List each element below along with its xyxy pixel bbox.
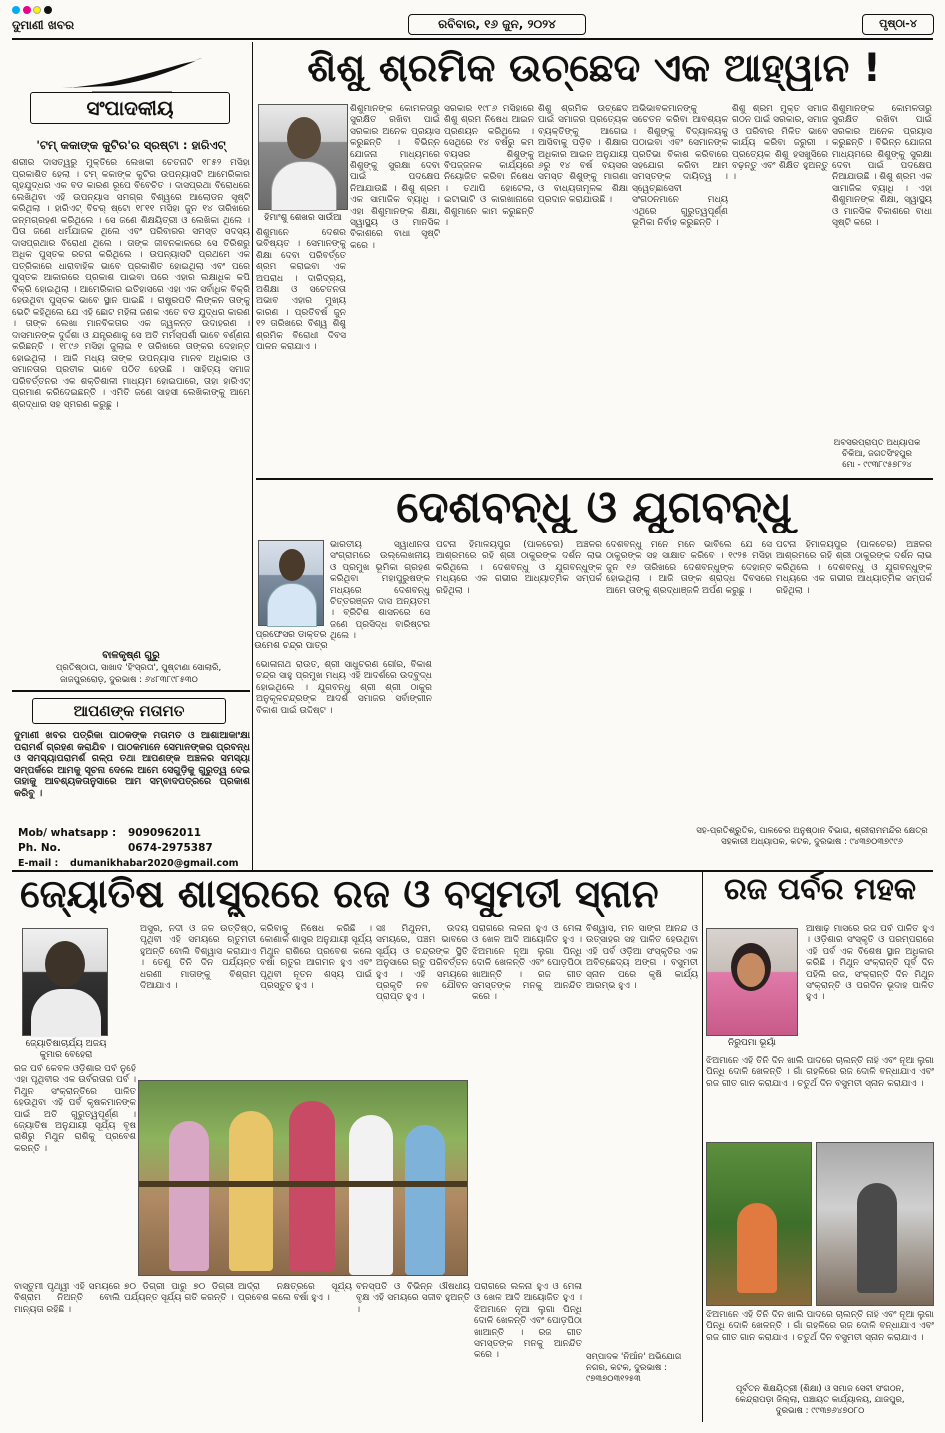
opinion-title-box [32,698,226,724]
article3-col5: ବିଶ୍ୱାସ, ମନ ସାଙ୍ଗ ଆନନ୍ଦ ଓ ଉତ୍ସାହର ସହ ପାଳିତ ହେଉଥିବା ଏହି ପର୍ବ ଓଡ଼ିଆ ସଂସ୍କୃତିର ଏକ ଅବିଚ୍ଛେଦ୍ୟ ଅଙ୍ଗ । ବସୁମତୀ ସ୍ନାନ ପରେ କୃଷି କାର୍ଯ୍ୟ ଆରମ୍ଭ ହୁଏ । [586,924,698,992]
article3-lead: ରଜ ପର୍ବ କେବଳ ଓଡ଼ିଶାର ପର୍ବ ନୁହେଁ ଏହା ପୃଥିବୀର ଏକ ଉର୍ବରତାର ପର୍ବ । ମିଥୁନ ସଂକ୍ରାନ୍ତିରେ ପାଳିତ ହେଉଥିବା ଏହି ପର୍ବ କୃଷକମାନଙ୍କ ପାଇଁ ଅତି ଗୁରୁତ୍ୱପୂର୍ଣ୍ଣ । ଜ୍ୟୋତିଷ ଅନୁଯାୟୀ ସୂର୍ଯ୍ୟ ବୃଷ ରାଶିରୁ ମିଥୁନ ରାଶିକୁ ପ୍ରବେଶ କରନ୍ତି । [14,1064,136,1154]
article3-footer1: ସମ୍ପାଦକ 'ନିଆଁନ' ଅଭିଯୋଗ [586,1352,682,1362]
editorial-section [12,42,250,662]
email-label: E-mail : [18,858,59,869]
article3-col1: ଅସୁର, ନଦୀ ଓ ଜଳ ଉତ୍ତିଷ୍ଠ, ପୃଥିବୀ ଏହି ସମୟରେ ଋତୁମତୀ ହୁଅନ୍ତି ବୋଲି ବିଶ୍ୱାସ କରାଯାଏ । ତେଣୁ ତିନି ଦିନ ପର୍ଯ୍ୟନ୍ତ ଧରଣୀ ମାତାଙ୍କୁ ବିଶ୍ରାମ ଦିଆଯାଏ । [140,924,256,992]
article1-title: ଶିଶୁ ଶ୍ରମିକ ଉଚ୍ଛେଦ ଏକ ଆହ୍ୱାନ ! [307,46,881,91]
opinion-body: ଦୁମାଣୀ ଖବର ପତ୍ରିକା ପାଠକଙ୍କ ମତାମତ ଓ ଆଶାଆକାଂକ୍ଷା ପରାମର୍ଶ ଗ୍ରହଣ କରାଯିବ । ପାଠକମାନେ ସେମାନଙ୍କର ପ୍ରବନ୍ଧ ଓ ସମସ୍ୟାପରାମର୍ଶ ଗଳ୍ପ ତଥା ଆପଣଙ୍କ ଅଞ୍ଚଳର ସମସ୍ୟା ସମ୍ପର୍କରେ ଆମକୁ ସୂଚନା ଦେଲେ ଆମେ ସେଗୁଡ଼ିକୁ ଗୁରୁତ୍ୱ ଦେଇ ତାହାକୁ ଆବଶ୍ୟକତାନୁସାରେ ଆମ ସମ୍ବାଦପତ୍ରରେ ପ୍ରକାଶ କରିବୁ । [14,730,250,799]
article2-col2: ପଟନା ହିମାଳୟପୁର (ପାଳଚେର) ଅଞ୍ଚଳର ଆଶ୍ରମରେ ରହି ଶ୍ରୀ ଠାକୁରଙ୍କ ଦର୍ଶନ ଲାଭ କରିଥିଲେ । ଦେଶବନ୍ଧୁ ଓ ଯୁଗବନ୍ଧୁଙ୍କ ମଧ୍ୟରେ ଏକ ଗଭୀର ଆଧ୍ୟାତ୍ମିକ ସମ୍ପର୍କ ରହିଥିଲା । [436,540,602,596]
article4-author1: ପୂର୍ବତନ ଶିକ୍ଷୟିତ୍ରୀ (ଶିକ୍ଷା) ଓ ସମାଜ ସେବୀ ସଂଗଠନ, [735,1384,905,1394]
portrait-face [737,953,765,987]
page-box [862,14,934,35]
article3-col3: ସଃ ମିଥୁନମ, ଉଦୟ ସମୟରେ, ପଞ୍ଚମ ଭାବରେ ସୂର୍ଯ୍ୟ ଓ ଚନ୍ଦ୍ରଙ୍କ ସ୍ଥିତି ଅନୁସାରେ ଋତୁ ପରିବର୍ତ୍ତନ ହୁଏ । ଏହି ସମୟରେ ପ୍ରକୃତି ନବ ଯୌବନ ପ୍ରାପ୍ତ ହୁଏ । [376,924,468,1003]
email-row [18,856,250,871]
paper-name: ଦୁମାଣୀ ଖବର [12,18,75,32]
editorial-addr1: ପ୍ରତିଷ୍ଠାତା, ସାଖାଦ 'ହିଂସ୍ରତା', ପୁଷ୍ଟାଣା ସୋଲାରି, [56,663,222,673]
masthead [0,0,945,40]
editorial-banner-text: ସଂପାଦକୀୟ [86,96,174,120]
portrait-head [279,549,305,581]
article1-author [820,438,934,471]
article1-col6: ଶିଶୁ ଶ୍ରମ ମୁକ୍ତ ସମାଜ ଗଠନ ପାଇଁ ସରକାର, ସମାଜ ଓ ପରିବାର ମିଳିତ ଭାବେ କାର୍ଯ୍ୟ କରିବା ଜରୁରୀ । ପ୍ରତ୍ୟେକ ଶିଶୁ ହସଖୁସିରେ ବଢ଼ନ୍ତୁ ଏବଂ ଶିକ୍ଷିତ ହୁଅନ୍ତୁ । [732,104,828,183]
article2-author2: ସହକାରୀ ଅଧ୍ୟାପକ, କଟକ, ଦୁରଭାଷ : ୯୪୩୭୦୩୭୯୯୬ [721,837,903,847]
article1-col4: ଶିଶୁ ଶ୍ରମିକ ଉଚ୍ଛେଦ ପାଇଁ ସମାଜର ପ୍ରତ୍ୟେକ ବ୍ୟକ୍ତିଙ୍କୁ ଆଗେଇ ଆସିବାକୁ ପଡ଼ିବ । ଶିକ୍ଷାର ଅଧିକାର ଆଇନ ଅନୁଯାୟୀ ୬ରୁ ୧୪ ବର୍ଷ ବୟସର ସମସ୍ତ ଶିଶୁଙ୍କୁ ମାଗଣା ଓ ବାଧ୍ୟତାମୂଳକ ଶିକ୍ଷା ପ୍ରଦାନ କରାଯାଉଛି । [538,104,628,206]
mobile-label: Mob/ whatsapp : [18,827,117,839]
article3-colE: ପରାଗରେ ଲଳନା ହୁଏ ଓ ମେଳା ଓ ଖେଳ ଆଦି ଆୟୋଜିତ ହୁଏ । ଝିଅମାନେ ନୂଆ ଲୁଗା ପିନ୍ଧି ଦୋଳି ଖେଳନ୍ତି ଏବଂ ପୋଡ଼ପିଠା ଖାଆନ୍ତି । ରଜ ଗୀତ ସମସ୍ତଙ୍କ ମନକୁ ଆନନ୍ଦିତ କରେ । [474,1282,582,1361]
mobile-row [18,826,250,841]
date-box [408,14,586,35]
swing-photo-1 [706,1142,812,1306]
article1-col1: ଶିଶୁମାନଙ୍କ କୋମଳତାରୁ ସୁରକ୍ଷିତ ରଖିବା ପାଇଁ ସରକାର ଅନେକ ପ୍ରୟାସ କରୁଛନ୍ତି । ବିଭିନ୍ନ ଯୋଜନା ମାଧ୍ୟମରେ ଶିଶୁଙ୍କୁ ସୁରକ୍ଷା ଦେବା ପାଇଁ ପଦକ୍ଷେପ ନିଆଯାଉଛି । ଶିଶୁ ଶ୍ରମ ଏକ ସାମାଜିକ ବ୍ୟାଧି । ଏହା ଶିଶୁମାନଙ୍କ ଶିକ୍ଷା, ସ୍ୱାସ୍ଥ୍ୟ ଓ ମାନସିକ ବିକାଶରେ ବାଧା ସୃଷ୍ଟି କରେ । [350,104,440,251]
article4-author [706,1384,934,1417]
article2-col1: ଭାରତୀୟ ସ୍ୱାଧୀନତା ସଂଗ୍ରାମରେ ଉଲ୍ଲେଖନୀୟ ଓ ପ୍ରମୁଖ ଭୂମିକା ଗ୍ରହଣ କରିଥିବା ମହାପୁରୁଷଙ୍କ ମଧ୍ୟରେ ଦେଶବନ୍ଧୁ ଚିତ୍ତରଞ୍ଜନ ଦାସ ଅନ୍ୟତମ । ବ୍ରିଟିଶ ଶାସନରେ ସେ ଜଣେ ପ୍ରସିଦ୍ଧ ବାରିଷ୍ଟର ଥିଲେ । [330,540,430,642]
article1-col5: ଅଭିଭାବକମାନଙ୍କୁ ସଚେତନ କରିବା ଆବଶ୍ୟକ । ଶିଶୁଙ୍କୁ ବିଦ୍ୟାଳୟକୁ ପଠାଇବା ଏବଂ ସେମାନଙ୍କ ପ୍ରତିଭା ବିକାଶ କରିବାରେ ସହଯୋଗ କରିବା ଆମ ସମସ୍ତଙ୍କ ଦାୟିତ୍ୱ । ସ୍ୱେଚ୍ଛାସେବୀ ସଂଗଠନମାନେ ମଧ୍ୟ ଏଥିରେ ଗୁରୁତ୍ୱପୂର୍ଣ୍ଣ ଭୂମିକା ନିର୍ବାହ କରୁଛନ୍ତି । [632,104,728,229]
article3-colB: ୭୦ ଡିଗ୍ରୀ ପାରୁ ୭୦ ଡିଗ୍ରୀ ପର୍ଯ୍ୟନ୍ତ ସୂର୍ଯ୍ୟ ଗତି କରନ୍ତି । [124,1282,234,1304]
girl-figure [229,1111,273,1271]
article3-title: ଜ୍ୟୋତିଷ ଶାସ୍ତ୍ରରେ ରଜ ଓ ବସୁମତୀ ସ୍ନାନ [20,872,659,917]
article3-photo [22,928,108,1036]
article2-col4: ପଟନା ହିମାଳୟପୁର (ପାଳଚେର) ଅଞ୍ଚଳର ଆଶ୍ରମରେ ରହି ଶ୍ରୀ ଠାକୁରଙ୍କ ଦର୍ଶନ ଲାଭ କରିଥିଲେ । ଦେଶବନ୍ଧୁ ଓ ଯୁଗବନ୍ଧୁଙ୍କ ମଧ୍ୟରେ ଏକ ଗଭୀର ଆଧ୍ୟାତ୍ମିକ ସମ୍ପର୍କ ରହିଥିଲା । [776,540,932,596]
article1-author-line2: ଚିକିଆ, ଜଗତସିଂହପୁର [842,449,912,459]
swing-rope [139,1181,468,1187]
article1-rule [256,478,933,480]
phone-row [18,841,250,856]
portrait-shawl [31,989,101,1037]
article4-author3: ଦୁରଭାଷ : ୯୯୩୭୬୪୭୦୮୦ [775,1406,865,1416]
article3-colA: ବାସ୍ତୁମୀ ପୃଥ୍ୱୀ ଏହି ସମୟରେ ବିଶ୍ରାମ ନିଅନ୍ତି ବୋଲି ମାନ୍ୟତା ରହିଛି । [14,1282,120,1315]
article1-photo-caption: ହିମାଂଶୁ ଶେଖର ସାଉଁଆ [264,213,342,223]
article1-col7: ଶିଶୁମାନଙ୍କ କୋମଳତାରୁ ସୁରକ୍ଷିତ ରଖିବା ପାଇଁ ସରକାର ଅନେକ ପ୍ରୟାସ କରୁଛନ୍ତି । ବିଭିନ୍ନ ଯୋଜନା ମାଧ୍ୟମରେ ଶିଶୁଙ୍କୁ ସୁରକ୍ଷା ଦେବା ପାଇଁ ପଦକ୍ଷେପ ନିଆଯାଉଛି । ଶିଶୁ ଶ୍ରମ ଏକ ସାମାଜିକ ବ୍ୟାଧି । ଏହା ଶିଶୁମାନଙ୍କ ଶିକ୍ଷା, ସ୍ୱାସ୍ଥ୍ୟ ଓ ମାନସିକ ବିକାଶରେ ବାଧା ସୃଷ୍ଟି କରେ । [832,104,932,229]
portrait-body [267,583,317,627]
phone-label: Ph. No. [18,842,61,854]
right-column-rule [702,872,703,1422]
editorial-addr2: ଜାଜପୁରରୋଡ଼, ଦୁରଭାଷ : ୬୪୮୩୮୯୮୫୩୦ [60,675,198,685]
article3-footer2: ନଗର, କଟକ, ଦୁରଭାଷ : [586,1363,667,1373]
article1-col3: ସରକାର ୧୯୮୬ ମସିହାରେ ଶିଶୁ ଶ୍ରମ ନିଷେଧ ଆଇନ ପ୍ରଣୟନ କରିଥିଲେ । ସେଥିରେ ୧୪ ବର୍ଷରୁ କମ ବୟସର ଶିଶୁଙ୍କୁ ବିପଜ୍ଜନକ କାର୍ଯ୍ୟରେ ନିୟୋଜିତ କରିବା ନିଷେଧ । ତଥାପି ହୋଟେଲ, ଇଟାଭାଟି ଓ କାରଖାନାରେ ଶିଶୁମାନେ କାମ କରୁଛନ୍ତି । [444,104,534,229]
article2-author [690,826,934,848]
swing-photo-2 [816,1142,934,1306]
swing-girl [857,1183,897,1293]
article3-col2: କରିବାକୁ ନିଷେଧ କରିଛି । କୋଣାର୍କ ଶାସ୍ତ୍ର ଅନୁଯାୟୀ ସୂର୍ଯ୍ୟ ମିଥୁନ ରାଶିରେ ପ୍ରବେଶ କଲେ ବର୍ଷା ଋତୁର ଆଗମନ ହୁଏ ଏବଂ ପୃଥିବୀ ନୂତନ ଶସ୍ୟ ପାଇଁ ପ୍ରସ୍ତୁତ ହୁଏ । [260,924,372,992]
portrait-body [271,161,337,211]
raja-swing-photo [138,1080,468,1276]
email-address[interactable]: dumanikhabar2020@gmail.com [70,858,239,869]
article1-col2: ଶିଶୁମାନେ ଦେଶର ଭବିଷ୍ୟତ । ସେମାନଙ୍କୁ ଶିକ୍ଷା ଦେବା ପରିବର୍ତ୍ତେ ଶ୍ରମ କରାଇବା ଏକ ଅପରାଧ । ଦାରିଦ୍ର୍ୟ, ଅଶିକ୍ଷା ଓ ସଚେତନତା ଅଭାବ ଏହାର ମୁଖ୍ୟ କାରଣ । ପ୍ରତିବର୍ଷ ଜୁନ ୧୨ ତାରିଖରେ ବିଶ୍ୱ ଶିଶୁ ଶ୍ରମିକ ବିରୋଧୀ ଦିବସ ପାଳନ କରାଯାଏ । [256,228,346,353]
article4-col1: ଆଷାଢ଼ ମାସରେ ରଜ ପର୍ବ ପାଳିତ ହୁଏ । ଓଡ଼ିଶାର ସଂସ୍କୃତି ଓ ପରମ୍ପରାରେ ଏହି ପର୍ବ ଏକ ବିଶେଷ ସ୍ଥାନ ଅଧିକାର କରିଛି । ମିଥୁନ ସଂକ୍ରାନ୍ତି ପୂର୍ବ ଦିନ ପହିଲି ରଜ, ସଂକ୍ରାନ୍ତି ଦିନ ମିଥୁନ ସଂକ୍ରାନ୍ତି ଓ ପରଦିନ ଭୂଦାହ ପାଳିତ ହୁଏ । [806,924,934,1003]
article3-colD: ବନସ୍ପତି ଓ ବିଭିନ୍ନ ଔଷଧୀୟ ବୃକ୍ଷ ଏହି ସମୟରେ ସଜୀବ ହୁଅନ୍ତି । [356,1282,470,1315]
opinion-title: ଆପଣଙ୍କ ମତାମତ [73,702,185,720]
quill-pen-icon [52,54,212,94]
article4-photo [706,928,798,1036]
article2-author1: ସହ-ପ୍ରତିଶ୍ରୁତିକ, ପାଳଚେର ଅନୁଷ୍ଠାନ ବିଭାଗ, ଶ୍ରୀରାମମନ୍ଦିର କ୍ଷେତ୍ର [696,826,928,836]
article3-footer3: ୯୭୩୭୦୩୧୨୫୩ [586,1374,641,1384]
girl-figure [349,1115,393,1275]
article3-photo-caption2: କୁମାର ବେହେରା [39,1050,93,1060]
article4-author2: କେନ୍ଦ୍ରାପଡ଼ା ଜିଲ୍ଲା, ପଞ୍ଚାୟତ କାର୍ଯ୍ୟାଳୟ, ଯାଜପୁର, [735,1395,905,1405]
swing-girl [737,1203,777,1293]
dk-logo [12,6,72,16]
editorial-banner [30,92,230,124]
portrait-head [45,941,85,987]
girl-figure [405,1125,445,1275]
masthead-rule [12,38,933,40]
opinion-contact [18,826,250,871]
article4-photo-caption: ନିରୁପମା ଭୂୟାଁ [728,1038,776,1048]
editorial-rule [12,690,250,692]
article3-photo-caption1: ଜ୍ୟୋତିଷାଚାର୍ଯ୍ୟ ଅଜୟ [25,1039,107,1049]
girl-figure [169,1121,209,1271]
article4-col3: ଝିଅମାନେ ଏହି ତିନି ଦିନ ଖାଲି ପାଦରେ ଚାଲନ୍ତି ନାହିଁ ଏବଂ ନୂଆ ଲୁଗା ପିନ୍ଧି ଦୋଳି ଖେଳନ୍ତି । ଗାଁ ଗହଳିରେ ରଜ ଦୋଳି ବନ୍ଧାଯାଏ ଏବଂ ରଜ ଗୀତ ଗାନ କରାଯାଏ । ଚତୁର୍ଥ ଦିନ ବସୁମତୀ ସ୍ନାନ କରାଯାଏ । [706,1310,934,1343]
article2-photo-caption1: ପ୍ରଫେସର ଡାକ୍ତର [255,630,327,640]
article3-footer [586,1352,698,1385]
editorial-body: ଶରୀର ଦାସତ୍ୱରୁ ମୁକ୍ତିରେ ଲେଖକୀ ଚେତନାଟି ୧୮୫୨ ମସିହା ପ୍ରକାଶିତ ହେଲା । ଟମ୍ କକାଙ୍କ କୁଟିର ଉପନ୍ୟାସଟି ଆମେରିକାର ଗୃହଯୁଦ୍ଧର ଏକ ବଡ କାରଣ ରୂପେ ବିବେଚିତ । ଦାସପ୍ରଥା ବିରୋଧରେ ଲେଖିଥିବା ଏହି ଉପନ୍ୟାସ ସମଗ୍ର ବିଶ୍ୱରେ ଆଲୋଡନ ସୃଷ୍ଟି କରିଥିଲା । ହାରିଏଟ୍ ବିଚର୍ ଷ୍ଟୋ ୧୮୧୧ ମସିହା ଜୁନ ୧୪ ତାରିଖରେ ଜନ୍ମଗ୍ରହଣ କରିଥିଲେ । ସେ ଜଣେ ଶିକ୍ଷୟିତ୍ରୀ ଓ ଲେଖିକା ଥିଲେ । ପିତା ଜଣେ ଧର୍ମଯାଜକ ଥିଲେ ଏବଂ ପରିବାରର ସମସ୍ତ ସଦସ୍ୟ ଦାସପ୍ରଥାର ବିରୋଧୀ ଥିଲେ । ତାଙ୍କ ଜୀବନକାଳରେ ସେ ତିରିଶରୁ ଅଧିକ ପୁସ୍ତକ ରଚନା କରିଥିଲେ । ଉପନ୍ୟାସଟି ପ୍ରଥମେ ଏକ ପତ୍ରିକାରେ ଧାରାବାହିକ ଭାବେ ପ୍ରକାଶିତ ହୋଇଥିଲା ଏବଂ ପରେ ପୁସ୍ତକ ଆକାରରେ ପ୍ରକାଶ ପାଇବା ପରେ ଏହାର ଲକ୍ଷାଧିକ କପି ବିକ୍ରି ହୋଇଥିଲା । ଆମେରିକାର ଇତିହାସରେ ଏହା ଏକ ସର୍ବାଧିକ ବିକ୍ରି ହେଉଥିବା ପୁସ୍ତକ ଭାବେ ସ୍ଥାନ ପାଇଛି । ରାଷ୍ଟ୍ରପତି ଲିଙ୍କନ ତାଙ୍କୁ ଭେଟି କହିଥିଲେ ଯେ ଏହି ଛୋଟ ମହିଳା ଜଣକ ଏତେ ବଡ ଯୁଦ୍ଧର କାରଣ । ତାଙ୍କ ଲେଖା ମାନବିକତାର ଏକ ଜ୍ୱଳନ୍ତ ଉଦାହରଣ । ଦାସମାନଙ୍କ ଦୁର୍ଦ୍ଦଶା ଓ ଯନ୍ତ୍ରଣାକୁ ସେ ଅତି ମର୍ମସ୍ପର୍ଶୀ ଭାବେ ବର୍ଣ୍ଣନା କରିଛନ୍ତି । ୧୮୯୬ ମସିହା ଜୁଲାଇ ୧ ତାରିଖରେ ତାଙ୍କର ଦେହାନ୍ତ ହୋଇଥିଲା । ଆଜି ମଧ୍ୟ ତାଙ୍କ ଉପନ୍ୟାସ ମାନବ ଅଧିକାର ଓ ସମାନତାର ପ୍ରତୀକ ଭାବେ ପଠିତ ହେଉଛି । ସାହିତ୍ୟ ସମାଜ ପରିବର୍ତ୍ତନର ଏକ ଶକ୍ତିଶାଳୀ ମାଧ୍ୟମ ହୋଇପାରେ, ତାହା ହାରିଏଟ୍ ପ୍ରମାଣ କରିଦେଇଛନ୍ତି । ଏମିତି ଜଣେ ସାହସୀ ଲେଖିକାଙ୍କୁ ଆମେ ଶ୍ରଦ୍ଧାର ସହ ସ୍ମରଣ କରୁଛୁ । [12,158,250,410]
issue-date: ରବିବାର, ୧୬ ଜୁନ, ୨୦୨୪ [438,17,556,31]
article2-title: ଦେଶବନ୍ଧୁ ଓ ଯୁଗବନ୍ଧୁ [396,482,792,533]
article1-author-line1: ଅବସରପ୍ରାପ୍ତ ଅଧ୍ୟାପକ [833,438,921,448]
article4-col2: ଝିଅମାନେ ଏହି ତିନି ଦିନ ଖାଲି ପାଦରେ ଚାଲନ୍ତି ନାହିଁ ଏବଂ ନୂଆ ଲୁଗା ପିନ୍ଧି ଦୋଳି ଖେଳନ୍ତି । ଗାଁ ଗହଳିରେ ରଜ ଦୋଳି ବନ୍ଧାଯାଏ ଏବଂ ରଜ ଗୀତ ଗାନ କରାଯାଏ । ଚତୁର୍ଥ ଦିନ ବସୁମତୀ ସ୍ନାନ କରାଯାଏ । [706,1056,934,1089]
mobile-number[interactable]: 9090962011 [128,827,202,839]
article4-title: ରଜ ପର୍ବର ମହକ [723,872,917,907]
article2-photo-caption2: ଉମେଶ ଚନ୍ଦ୍ର ପାତ୍ର [254,641,328,651]
article3-colC: ଆର୍ଦ୍ରା ନକ୍ଷତ୍ରରେ ସୂର୍ଯ୍ୟ ପ୍ରବେଶ କଲେ ବର୍ଷା ହୁଏ । [238,1282,352,1304]
article3-col4: ପରାଗରେ ଲଳନା ହୁଏ ଓ ମେଳା ଓ ଖେଳ ଆଦି ଆୟୋଜିତ ହୁଏ । ଝିଅମାନେ ନୂଆ ଲୁଗା ପିନ୍ଧି ଦୋଳି ଖେଳନ୍ତି ଏବଂ ପୋଡ଼ପିଠା ଖାଆନ୍ତି । ରଜ ଗୀତ ସମସ୍ତଙ୍କ ମନକୁ ଆନନ୍ଦିତ କରେ । [472,924,582,1003]
article1-photo [258,104,348,210]
phone-number[interactable]: 0674-2975387 [128,842,213,854]
editorial-author: ବାଳକୃଷ୍ଣ ଗୁରୁ [102,650,160,661]
article2-photo [258,540,324,626]
left-column-rule [252,42,253,872]
portrait-head [287,117,321,159]
article1-author-line3: ମୋ - ୯୯୩୮୯୫୭୮୨୪ [842,460,912,470]
article2-col3: ଦେଶବନ୍ଧୁ ମନେ ମନେ ଭାବିଲେ ଯେ ସେ ଠାକୁରଙ୍କ ସହ ସାକ୍ଷାତ କରିବେ । ୧୯୨୫ ମସିହା ଜୁନ ୧୬ ତାରିଖରେ ଦେଶବନ୍ଧୁଙ୍କ ଦେହାନ୍ତ ହୋଇଥିଲା । ଆଜି ତାଙ୍କ ଶ୍ରାଦ୍ଧ ଦିବସରେ ଆମେ ତାଙ୍କୁ ଶ୍ରଦ୍ଧାଞ୍ଜଳି ଅର୍ପଣ କରୁଛୁ । [606,540,772,596]
article2-col1b: ଭୋଳାନାଥ ରାଉତ, ଶ୍ରୀ ସାଧୁଚରଣ ଗୌର, ବିକାଶ ଚନ୍ଦ୍ର ସାହୁ ପ୍ରମୁଖ ମଧ୍ୟ ଏହି ଆଦର୍ଶରେ ଉଦ୍ବୁଦ୍ଧ ହୋଇଥିଲେ । ଯୁଗବନ୍ଧୁ ଶ୍ରୀ ଶ୍ରୀ ଠାକୁର ଅନୁକୂଳଚନ୍ଦ୍ରଙ୍କ ଆଦର୍ଶ ସମାଜର ସର୍ବାଙ୍ଗୀନ ବିକାଶ ପାଇଁ ଉଦ୍ଦିଷ୍ଟ । [256,660,432,716]
editorial-title: 'ଟମ୍ କକାଙ୍କ କୁଟିର'ର ସ୍ରଷ୍ଟା : ହାରିଏଟ୍ [36,138,226,152]
page-number: ପୃଷ୍ଠା-୪ [879,17,917,30]
